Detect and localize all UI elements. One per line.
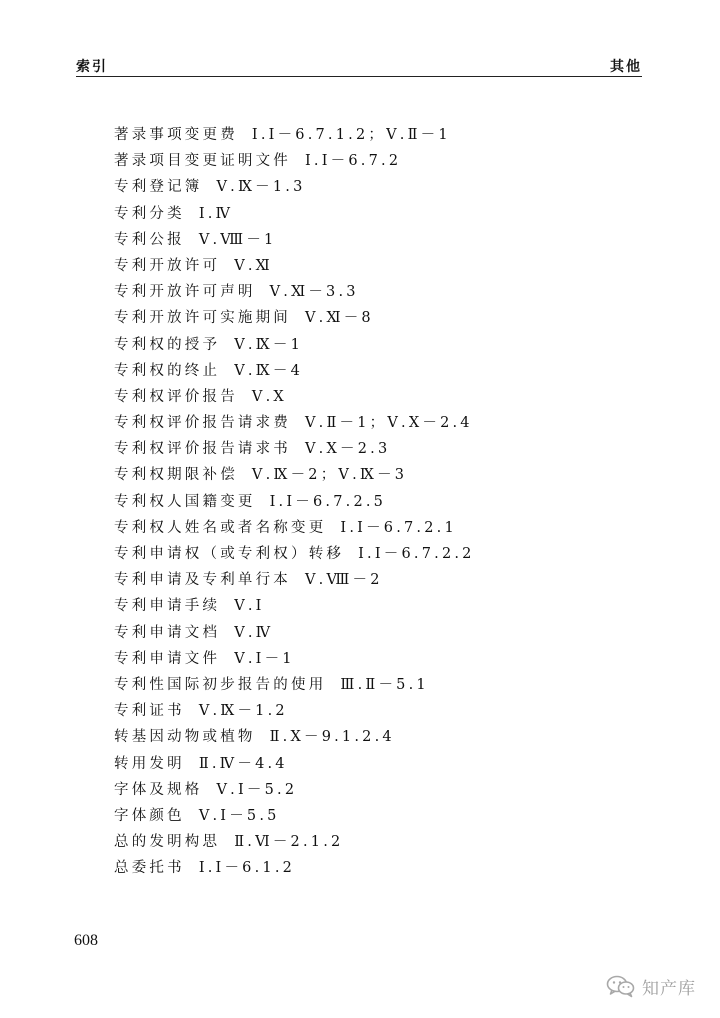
index-entry	[114, 174, 475, 200]
entry-term: 专利证书	[114, 703, 185, 720]
entry-reference: Ⅴ.Ⅰ－5.5	[198, 807, 280, 824]
entry-reference: Ⅰ.Ⅰ－6.7.2	[305, 153, 402, 170]
index-entry	[114, 410, 475, 436]
entry-term: 转基因动物或植物	[114, 729, 256, 746]
index-entry	[114, 698, 475, 724]
entry-reference: Ⅴ.Ⅹ	[251, 388, 287, 405]
entry-term: 专利开放许可声明	[114, 284, 256, 301]
watermark	[606, 972, 696, 1000]
index-list	[114, 122, 475, 881]
index-entry	[114, 462, 475, 488]
index-entry	[114, 122, 475, 148]
index-entry	[114, 724, 475, 750]
index-entry	[114, 332, 475, 358]
entry-reference: Ⅰ.Ⅰ－6.7.2.5	[269, 493, 387, 510]
index-entry	[114, 489, 475, 515]
entry-term: 专利权期限补偿	[114, 467, 238, 484]
entry-term: 专利公报	[114, 231, 185, 248]
entry-term: 专利开放许可	[114, 257, 221, 274]
entry-term: 总委托书	[114, 860, 185, 877]
header-rule	[76, 76, 642, 77]
index-entry	[114, 358, 475, 384]
entry-term: 总的发明构思	[114, 834, 221, 851]
running-header	[76, 56, 642, 76]
entry-reference: Ⅴ.Ⅸ－1	[234, 336, 303, 353]
entry-reference: Ⅰ.Ⅰ－6.7.2.2	[358, 546, 475, 562]
entry-term: 专利权评价报告	[114, 388, 238, 405]
index-entry	[114, 855, 475, 881]
chapter-title: 其他	[610, 59, 642, 75]
entry-term: 专利分类	[114, 205, 185, 222]
entry-term: 专利申请手续	[114, 598, 221, 615]
index-entry	[114, 620, 475, 646]
index-entry	[114, 567, 475, 593]
index-entry	[114, 593, 475, 619]
entry-term: 专利登记簿	[114, 179, 203, 196]
entry-reference: Ⅴ.Ⅸ－1.2	[198, 703, 288, 720]
entry-reference: Ⅰ.Ⅰ－6.1.2	[198, 860, 296, 877]
entry-reference: Ⅴ.Ⅸ－4	[234, 362, 303, 379]
entry-term: 专利权的授予	[114, 336, 221, 353]
section-title: 索引	[76, 59, 108, 75]
entry-reference: Ⅴ.Ⅰ－5.2	[216, 781, 298, 798]
entry-term: 著录事项变更费	[114, 127, 238, 143]
entry-term: 专利权人国籍变更	[114, 493, 256, 510]
index-entry	[114, 777, 475, 803]
entry-term: 专利申请文档	[114, 624, 221, 641]
entry-term: 字体及规格	[114, 781, 203, 798]
entry-reference: Ⅴ.Ⅸ－2；Ⅴ.Ⅸ－3	[251, 467, 408, 484]
index-entry	[114, 201, 475, 227]
index-entry	[114, 541, 475, 567]
entry-reference: Ⅴ.Ⅺ	[234, 257, 273, 274]
entry-reference: Ⅴ.Ⅹ－2.3	[305, 441, 391, 458]
entry-term: 专利申请文件	[114, 650, 221, 667]
entry-reference: Ⅴ.Ⅱ－1；Ⅴ.Ⅹ－2.4	[305, 415, 473, 432]
entry-term: 专利权评价报告请求书	[114, 441, 291, 458]
index-entry	[114, 646, 475, 672]
index-entry	[114, 803, 475, 829]
entry-reference: Ⅱ.Ⅵ－2.1.2	[234, 834, 344, 851]
index-entry	[114, 305, 475, 331]
entry-reference: Ⅴ.Ⅺ－8	[305, 310, 374, 327]
index-entry	[114, 279, 475, 305]
entry-reference: Ⅴ.Ⅰ－1	[234, 650, 295, 667]
index-entry	[114, 829, 475, 855]
entry-term: 专利性国际初步报告的使用	[114, 676, 327, 693]
entry-term: 专利权人姓名或者名称变更	[114, 519, 327, 536]
entry-reference: Ⅱ.Ⅳ－4.4	[198, 755, 288, 772]
index-entry	[114, 672, 475, 698]
entry-term: 著录项目变更证明文件	[114, 153, 291, 170]
entry-reference: Ⅲ.Ⅱ－5.1	[340, 676, 429, 693]
watermark-text: 知产库	[642, 978, 696, 999]
entry-term: 字体颜色	[114, 807, 185, 824]
entry-reference: Ⅰ.Ⅰ－6.7.1.2；Ⅴ.Ⅱ－1	[251, 127, 451, 143]
entry-reference: Ⅴ.Ⅸ－1.3	[216, 179, 306, 196]
entry-term: 专利申请权（或专利权）转移	[114, 546, 345, 562]
entry-term: 专利开放许可实施期间	[114, 310, 291, 327]
entry-term: 专利权评价报告请求费	[114, 415, 291, 432]
entry-reference: Ⅴ.Ⅷ－2	[305, 572, 383, 589]
entry-term: 转用发明	[114, 755, 185, 772]
index-entry	[114, 751, 475, 777]
entry-reference: Ⅴ.Ⅷ－1	[198, 231, 277, 248]
index-entry	[114, 436, 475, 462]
entry-reference: Ⅴ.Ⅳ	[234, 624, 274, 641]
index-entry	[114, 515, 475, 541]
index-entry	[114, 253, 475, 279]
entry-term: 专利权的终止	[114, 362, 221, 379]
entry-reference: Ⅴ.Ⅺ－3.3	[269, 284, 359, 301]
entry-reference: Ⅰ.Ⅳ	[198, 205, 234, 222]
wechat-icon	[606, 974, 636, 998]
entry-reference: Ⅴ.Ⅰ	[234, 598, 265, 615]
index-entry	[114, 148, 475, 174]
index-entry	[114, 384, 475, 410]
entry-reference: Ⅱ.Ⅹ－9.1.2.4	[269, 729, 395, 746]
entry-reference: Ⅰ.Ⅰ－6.7.2.1	[340, 519, 457, 536]
entry-term: 专利申请及专利单行本	[114, 572, 291, 589]
page-number: 608	[74, 932, 98, 949]
index-entry	[114, 227, 475, 253]
